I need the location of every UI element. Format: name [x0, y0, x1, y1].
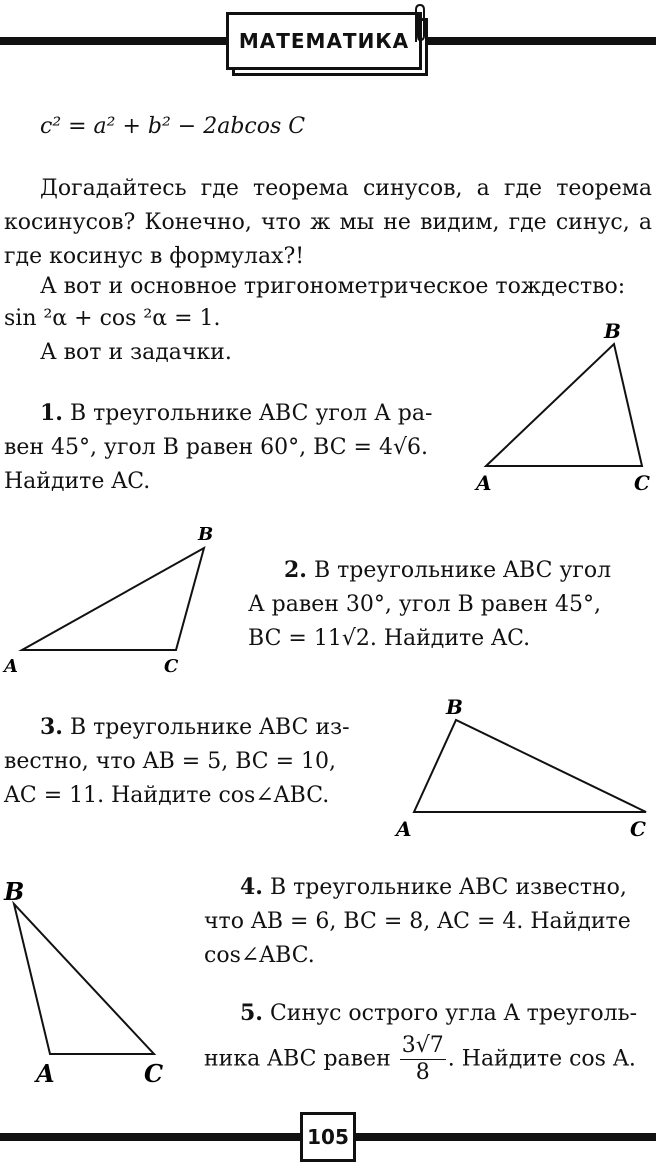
triangle-diagram-4 — [0, 872, 180, 1092]
vertex-label-b: B — [4, 877, 25, 906]
triangle-diagram-1 — [470, 316, 656, 496]
vertex-label-c: C — [630, 817, 646, 840]
fraction-3sqrt7-over-8: $\frac{3√7}{8}$ — [401, 1033, 444, 1085]
vertex-label-b: B — [198, 524, 214, 545]
triangle-diagram-2 — [0, 518, 230, 682]
identity-formula: sin ²α + cos ²α = 1. — [4, 306, 221, 331]
paperclip-icon — [408, 2, 432, 46]
vertex-label-c: C — [634, 471, 650, 495]
problem-3: 3. В треугольнике ABC из- вестно, что AB = 5, BC = 10, AC = 11. Найдите cos∠ABC. — [4, 714, 350, 808]
problem-2: 2. В треугольнике ABC угол А равен 30°, угол В равен 45°, BC = 11√2. Найдите AC. — [248, 557, 612, 651]
page-number: 105 — [300, 1112, 356, 1162]
problem-4: 4. В треугольнике ABC известно, что AB = 6, BC = 8, AC = 4. Найдите cos∠ABC. — [204, 874, 631, 968]
vertex-label-c: C — [164, 656, 179, 677]
vertex-label-a: A — [36, 1059, 55, 1088]
vertex-label-b: B — [604, 319, 621, 343]
vertex-label-a: A — [476, 471, 492, 495]
intro-paragraph: Догадайтесь где теорема синусов, а где теорема косинусов? Конечно, что ж мы не видим, где синус, а где косинус в формулах?! — [4, 176, 652, 269]
header-title: МАТЕМАТИКА — [238, 29, 410, 53]
tasks-intro: А вот и задачки. — [40, 340, 232, 365]
problem-1: 1. В треугольнике ABC угол А ра- вен 45°, угол В равен 60°, BC = 4√6. Найдите AC. — [4, 400, 433, 494]
problem-5: 5. Синус острого угла A треуголь- ника ABC равен $\frac{3√7}{8}$ . Найдите cos A. — [204, 1000, 638, 1085]
identity-paragraph: А вот и основное тригонометрическое тождество: — [40, 274, 626, 299]
triangle-diagram-3 — [390, 690, 656, 840]
vertex-label-a: A — [396, 817, 412, 840]
vertex-label-c: C — [144, 1059, 164, 1088]
vertex-label-b: B — [446, 695, 463, 719]
cosine-law-formula: c² = a² + b² − 2abcos C — [40, 114, 306, 139]
vertex-label-a: A — [4, 656, 18, 677]
header-box — [226, 12, 422, 70]
